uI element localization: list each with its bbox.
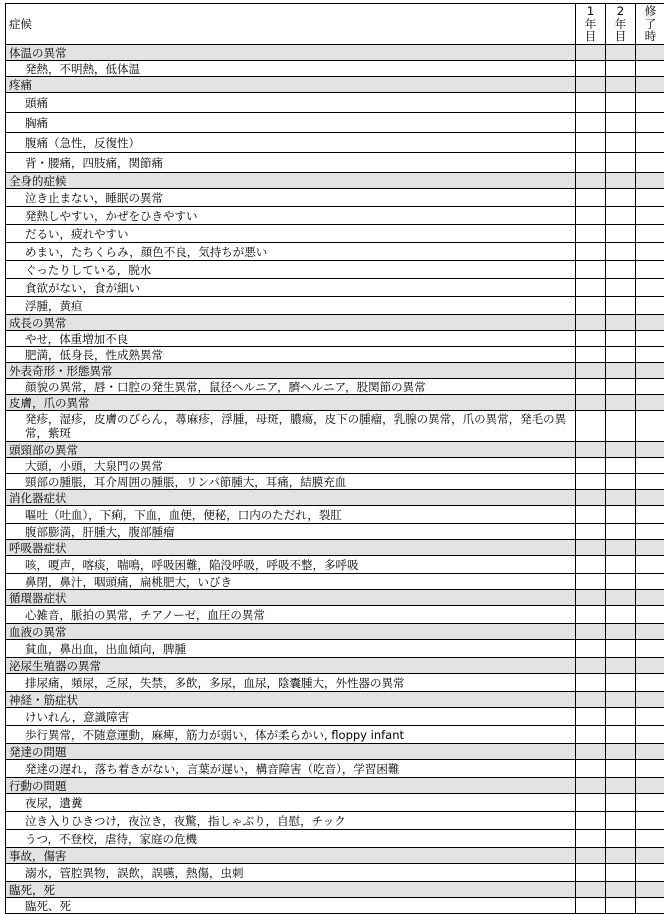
category-label: 事故，傷害 <box>6 848 576 864</box>
checkbox-cell-year1[interactable] <box>576 708 606 726</box>
symptom-row <box>6 225 664 243</box>
category-row <box>6 315 664 331</box>
checkbox-cell-year2[interactable] <box>606 524 636 540</box>
checkbox-cell-year1[interactable] <box>576 113 606 133</box>
checkbox-cell-year1[interactable] <box>576 458 606 474</box>
symptom-row <box>6 606 664 624</box>
category-cell-year1 <box>576 173 606 189</box>
symptom-row <box>6 708 664 726</box>
symptom-row <box>6 812 664 830</box>
checkbox-cell-year1[interactable] <box>576 506 606 524</box>
category-cell-completion <box>636 882 664 898</box>
checkbox-cell-completion[interactable] <box>636 864 664 882</box>
category-cell-year1 <box>576 363 606 379</box>
category-cell-year2 <box>606 590 636 606</box>
category-cell-completion <box>636 624 664 640</box>
symptom-row <box>6 674 664 692</box>
symptom-row <box>6 133 664 153</box>
checkbox-cell-year1[interactable] <box>576 153 606 173</box>
category-label: 行動の問題 <box>6 778 576 794</box>
table-body <box>6 45 664 914</box>
symptom-row <box>6 506 664 524</box>
symptom-label: 頸部の腫脹，耳介周囲の腫脹，リンパ節腫大，耳痛，結膜充血 <box>6 474 576 490</box>
checkbox-cell-year2[interactable] <box>606 61 636 77</box>
checkbox-cell-completion[interactable] <box>636 830 664 848</box>
category-cell-completion <box>636 395 664 411</box>
checkbox-cell-year2[interactable] <box>606 189 636 207</box>
checkbox-cell-year1[interactable] <box>576 93 606 113</box>
symptom-label: 大頭，小頭，大泉門の異常 <box>6 458 576 474</box>
checkbox-cell-year1[interactable] <box>576 411 606 442</box>
checkbox-cell-completion[interactable] <box>636 153 664 173</box>
header-symptom: 症候 <box>6 4 576 45</box>
checkbox-cell-year2[interactable] <box>606 207 636 225</box>
symptom-row <box>6 261 664 279</box>
checkbox-cell-completion[interactable] <box>636 207 664 225</box>
symptom-row <box>6 864 664 882</box>
category-label: 泌尿生殖器の異常 <box>6 658 576 674</box>
checkbox-cell-year2[interactable] <box>606 133 636 153</box>
symptom-label: 心雑音，脈拍の異常，チアノーゼ，血圧の異常 <box>6 606 576 624</box>
checkbox-cell-year1[interactable] <box>576 207 606 225</box>
symptom-row <box>6 297 664 315</box>
checkbox-cell-year2[interactable] <box>606 640 636 658</box>
symptom-label: 鼻閉，鼻汁，咽頭痛，扁桃肥大，いびき <box>6 574 576 590</box>
checkbox-cell-year1[interactable] <box>576 812 606 830</box>
category-cell-year1 <box>576 692 606 708</box>
category-row <box>6 395 664 411</box>
checkbox-cell-completion[interactable] <box>636 726 664 744</box>
category-cell-year2 <box>606 692 636 708</box>
header-year2 <box>606 4 636 45</box>
checkbox-cell-year1[interactable] <box>576 133 606 153</box>
category-row <box>6 442 664 458</box>
checkbox-cell-year2[interactable] <box>606 261 636 279</box>
category-cell-completion <box>636 778 664 794</box>
category-row <box>6 778 664 794</box>
checkbox-cell-completion[interactable] <box>636 297 664 315</box>
symptom-label: 食欲がない，食が細い <box>6 279 576 297</box>
checkbox-cell-year2[interactable] <box>606 243 636 261</box>
category-cell-year1 <box>576 315 606 331</box>
symptom-row <box>6 331 664 347</box>
checkbox-cell-completion[interactable] <box>636 556 664 574</box>
checkbox-cell-year2[interactable] <box>606 225 636 243</box>
category-label: 循環器症状 <box>6 590 576 606</box>
checkbox-cell-completion[interactable] <box>636 574 664 590</box>
checkbox-cell-year2[interactable] <box>606 794 636 812</box>
symptom-row <box>6 153 664 173</box>
symptom-label: 発達の遅れ，落ち着きがない，言葉が遅い，構音障害（吃音），学習困難 <box>6 760 576 778</box>
symptom-row <box>6 243 664 261</box>
symptom-row <box>6 458 664 474</box>
symptom-label: 咳，嗄声，喀痰，喘鳴，呼吸困難，陥没呼吸，呼吸不整，多呼吸 <box>6 556 576 574</box>
category-label: 成長の異常 <box>6 315 576 331</box>
checkbox-cell-year1[interactable] <box>576 794 606 812</box>
symptom-label: 排尿痛，頻尿，乏尿，失禁，多飲，多尿，血尿，陰囊腫大，外性器の異常 <box>6 674 576 692</box>
symptom-row <box>6 474 664 490</box>
symptom-label: 背・腰痛，四肢痛，関節痛 <box>6 153 576 173</box>
category-cell-completion <box>636 540 664 556</box>
category-cell-completion <box>636 315 664 331</box>
category-label: 消化器症状 <box>6 490 576 506</box>
checkbox-cell-completion[interactable] <box>636 347 664 363</box>
symptom-label: 泣き入りひきつけ，夜泣き，夜驚，指しゃぶり，自慰，チック <box>6 812 576 830</box>
symptom-label: やせ，体重増加不良 <box>6 331 576 347</box>
category-cell-year1 <box>576 540 606 556</box>
header-completion-label: 修了時 <box>645 5 657 43</box>
symptom-label: 顔貌の異常，唇・口腔の発生異常，鼠径ヘルニア，臍ヘルニア，股関節の異常 <box>6 379 576 395</box>
checkbox-cell-completion[interactable] <box>636 189 664 207</box>
symptom-label: 発疹，湿疹，皮膚のびらん，蕁麻疹，浮腫，母斑，膿瘍，皮下の腫瘤，乳腺の異常，爪の異常，発毛の異常，紫斑 <box>6 411 576 442</box>
symptom-label: 肥満，低身長，性成熟異常 <box>6 347 576 363</box>
category-label: 外表奇形・形態異常 <box>6 363 576 379</box>
checkbox-cell-year1[interactable] <box>576 556 606 574</box>
checkbox-cell-completion[interactable] <box>636 261 664 279</box>
checkbox-cell-year2[interactable] <box>606 331 636 347</box>
category-cell-completion <box>636 77 664 93</box>
checkbox-cell-completion[interactable] <box>636 133 664 153</box>
symptom-row <box>6 524 664 540</box>
category-cell-year2 <box>606 315 636 331</box>
checkbox-cell-completion[interactable] <box>636 640 664 658</box>
checkbox-cell-completion[interactable] <box>636 674 664 692</box>
category-cell-year1 <box>576 624 606 640</box>
checkbox-cell-completion[interactable] <box>636 524 664 540</box>
category-row <box>6 848 664 864</box>
category-cell-completion <box>636 692 664 708</box>
category-cell-year1 <box>576 590 606 606</box>
checkbox-cell-year2[interactable] <box>606 606 636 624</box>
symptom-row <box>6 794 664 812</box>
category-cell-year1 <box>576 45 606 61</box>
symptom-label: 臨死、死 <box>6 898 576 914</box>
symptom-checklist-table <box>5 3 664 914</box>
checkbox-cell-year2[interactable] <box>606 458 636 474</box>
checkbox-cell-year2[interactable] <box>606 506 636 524</box>
category-cell-year2 <box>606 658 636 674</box>
checkbox-cell-completion[interactable] <box>636 411 664 442</box>
checkbox-cell-year2[interactable] <box>606 297 636 315</box>
checkbox-cell-year1[interactable] <box>576 225 606 243</box>
category-cell-year2 <box>606 77 636 93</box>
symptom-label: 浮腫，黄疸 <box>6 297 576 315</box>
category-cell-year1 <box>576 490 606 506</box>
checkbox-cell-year1[interactable] <box>576 574 606 590</box>
category-label: 全身的症候 <box>6 173 576 189</box>
symptom-row <box>6 411 664 442</box>
checkbox-cell-year2[interactable] <box>606 93 636 113</box>
checkbox-cell-completion[interactable] <box>636 113 664 133</box>
category-row <box>6 77 664 93</box>
category-cell-completion <box>636 658 664 674</box>
category-cell-year1 <box>576 395 606 411</box>
checkbox-cell-year2[interactable] <box>606 153 636 173</box>
category-cell-year2 <box>606 624 636 640</box>
symptom-row <box>6 207 664 225</box>
symptom-row <box>6 760 664 778</box>
symptom-label: ぐったりしている，脱水 <box>6 261 576 279</box>
checkbox-cell-completion[interactable] <box>636 225 664 243</box>
category-cell-year1 <box>576 442 606 458</box>
symptom-row <box>6 574 664 590</box>
checkbox-cell-completion[interactable] <box>636 506 664 524</box>
checkbox-cell-completion[interactable] <box>636 279 664 297</box>
symptom-label: 溺水，管腔異物，誤飲，誤嚥，熱傷，虫刺 <box>6 864 576 882</box>
checkbox-cell-year2[interactable] <box>606 726 636 744</box>
checkbox-cell-year2[interactable] <box>606 379 636 395</box>
category-row <box>6 540 664 556</box>
symptom-row <box>6 113 664 133</box>
symptom-row <box>6 189 664 207</box>
checkbox-cell-year1[interactable] <box>576 379 606 395</box>
checkbox-cell-year2[interactable] <box>606 674 636 692</box>
category-row <box>6 744 664 760</box>
category-label: 疼痛 <box>6 77 576 93</box>
symptom-label: めまい，たちくらみ，顔色不良，気持ちが悪い <box>6 243 576 261</box>
checkbox-cell-year2[interactable] <box>606 113 636 133</box>
checkbox-cell-year1[interactable] <box>576 898 606 914</box>
category-cell-year2 <box>606 173 636 189</box>
symptom-label: 夜尿，遺糞 <box>6 794 576 812</box>
category-cell-year2 <box>606 363 636 379</box>
symptom-label: けいれん，意識障害 <box>6 708 576 726</box>
symptom-row <box>6 93 664 113</box>
category-cell-year2 <box>606 45 636 61</box>
category-cell-year1 <box>576 744 606 760</box>
checkbox-cell-year1[interactable] <box>576 640 606 658</box>
category-cell-year1 <box>576 658 606 674</box>
symptom-row <box>6 279 664 297</box>
checkbox-cell-year2[interactable] <box>606 760 636 778</box>
table-header-row <box>6 4 664 45</box>
symptom-row <box>6 640 664 658</box>
category-cell-completion <box>636 848 664 864</box>
category-cell-completion <box>636 173 664 189</box>
category-row <box>6 692 664 708</box>
category-label: 発達の問題 <box>6 744 576 760</box>
category-cell-year2 <box>606 490 636 506</box>
symptom-label: 発熱しやすい，かぜをひきやすい <box>6 207 576 225</box>
category-label: 頭頸部の異常 <box>6 442 576 458</box>
checkbox-cell-year1[interactable] <box>576 243 606 261</box>
checkbox-cell-year1[interactable] <box>576 760 606 778</box>
checkbox-cell-year2[interactable] <box>606 279 636 297</box>
checkbox-cell-completion[interactable] <box>636 794 664 812</box>
symptom-label: 胸痛 <box>6 113 576 133</box>
checkbox-cell-completion[interactable] <box>636 898 664 914</box>
checkbox-cell-year1[interactable] <box>576 524 606 540</box>
checkbox-cell-year2[interactable] <box>606 474 636 490</box>
header-year1-label: 1年目 <box>585 5 597 43</box>
symptom-row <box>6 830 664 848</box>
category-row <box>6 490 664 506</box>
category-cell-year1 <box>576 882 606 898</box>
checkbox-cell-year1[interactable] <box>576 474 606 490</box>
category-cell-completion <box>636 45 664 61</box>
symptom-label: 泣き止まない，睡眠の異常 <box>6 189 576 207</box>
checkbox-cell-completion[interactable] <box>636 93 664 113</box>
category-cell-year2 <box>606 442 636 458</box>
checkbox-cell-year1[interactable] <box>576 279 606 297</box>
category-cell-year2 <box>606 395 636 411</box>
checkbox-cell-year1[interactable] <box>576 606 606 624</box>
checkbox-cell-year2[interactable] <box>606 830 636 848</box>
checkbox-cell-year1[interactable] <box>576 261 606 279</box>
category-row <box>6 882 664 898</box>
symptom-row <box>6 726 664 744</box>
category-label: 皮膚，爪の異常 <box>6 395 576 411</box>
checkbox-cell-completion[interactable] <box>636 474 664 490</box>
checkbox-cell-year1[interactable] <box>576 830 606 848</box>
symptom-label: 歩行異常，不随意運動，麻痺，筋力が弱い，体が柔らかい, floppy infant <box>6 726 576 744</box>
checkbox-cell-year2[interactable] <box>606 812 636 830</box>
checkbox-cell-year1[interactable] <box>576 331 606 347</box>
category-cell-year1 <box>576 77 606 93</box>
checkbox-cell-year1[interactable] <box>576 61 606 77</box>
category-row <box>6 45 664 61</box>
checkbox-cell-year1[interactable] <box>576 674 606 692</box>
category-cell-completion <box>636 363 664 379</box>
checkbox-cell-year1[interactable] <box>576 347 606 363</box>
symptom-row <box>6 379 664 395</box>
category-label: 臨死，死 <box>6 882 576 898</box>
checkbox-cell-completion[interactable] <box>636 606 664 624</box>
category-cell-year2 <box>606 882 636 898</box>
symptom-label: 腹部膨満，肝腫大，腹部腫瘤 <box>6 524 576 540</box>
category-label: 血液の異常 <box>6 624 576 640</box>
checkbox-cell-completion[interactable] <box>636 760 664 778</box>
category-cell-year2 <box>606 848 636 864</box>
category-cell-completion <box>636 442 664 458</box>
checkbox-cell-year1[interactable] <box>576 297 606 315</box>
checkbox-cell-completion[interactable] <box>636 708 664 726</box>
checkbox-cell-completion[interactable] <box>636 379 664 395</box>
checkbox-cell-year1[interactable] <box>576 864 606 882</box>
category-cell-year1 <box>576 778 606 794</box>
symptom-label: 発熱，不明熱，低体温 <box>6 61 576 77</box>
category-row <box>6 590 664 606</box>
checkbox-cell-completion[interactable] <box>636 243 664 261</box>
category-row <box>6 173 664 189</box>
symptom-label: 嘔吐（吐血），下痢，下血，血便，便秘，口内のただれ，裂肛 <box>6 506 576 524</box>
category-cell-year2 <box>606 778 636 794</box>
category-row <box>6 624 664 640</box>
symptom-label: うつ，不登校，虐待，家庭の危機 <box>6 830 576 848</box>
category-label: 体温の異常 <box>6 45 576 61</box>
checkbox-cell-year2[interactable] <box>606 898 636 914</box>
checkbox-cell-year1[interactable] <box>576 189 606 207</box>
checkbox-cell-year2[interactable] <box>606 556 636 574</box>
symptom-label: 貧血，鼻出血，出血傾向，脾腫 <box>6 640 576 658</box>
category-label: 神経・筋症状 <box>6 692 576 708</box>
checkbox-cell-year2[interactable] <box>606 574 636 590</box>
header-completion <box>636 4 664 45</box>
checkbox-cell-completion[interactable] <box>636 331 664 347</box>
checkbox-cell-completion[interactable] <box>636 812 664 830</box>
category-cell-year1 <box>576 848 606 864</box>
checkbox-cell-year2[interactable] <box>606 708 636 726</box>
symptom-label: 頭痛 <box>6 93 576 113</box>
checkbox-cell-year2[interactable] <box>606 864 636 882</box>
symptom-row <box>6 556 664 574</box>
category-row <box>6 363 664 379</box>
category-cell-completion <box>636 744 664 760</box>
symptom-row <box>6 61 664 77</box>
checkbox-cell-completion[interactable] <box>636 61 664 77</box>
header-year2-label: 2年目 <box>615 5 627 43</box>
symptom-label: 腹痛（急性，反復性） <box>6 133 576 153</box>
checkbox-cell-year2[interactable] <box>606 347 636 363</box>
symptom-label: だるい，疲れやすい <box>6 225 576 243</box>
header-year1 <box>576 4 606 45</box>
category-cell-year2 <box>606 540 636 556</box>
category-cell-year2 <box>606 744 636 760</box>
checkbox-cell-completion[interactable] <box>636 458 664 474</box>
category-cell-completion <box>636 490 664 506</box>
category-cell-completion <box>636 590 664 606</box>
category-row <box>6 658 664 674</box>
symptom-row <box>6 898 664 914</box>
category-label: 呼吸器症状 <box>6 540 576 556</box>
checkbox-cell-year2[interactable] <box>606 411 636 442</box>
checkbox-cell-year1[interactable] <box>576 726 606 744</box>
symptom-row <box>6 347 664 363</box>
